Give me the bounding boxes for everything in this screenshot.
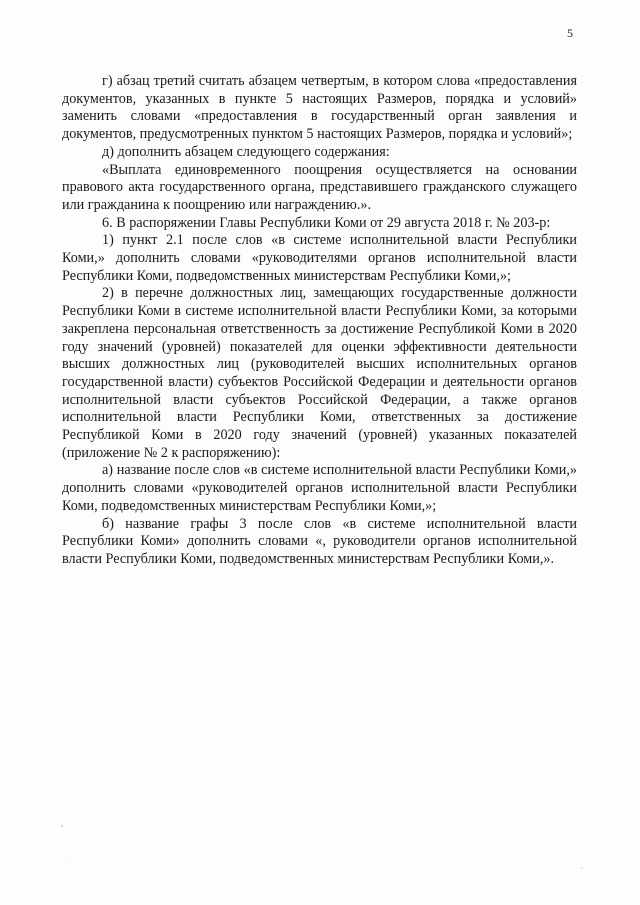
paragraph-d: д) дополнить абзацем следующего содержания: xyxy=(102,143,390,160)
page-number: 5 xyxy=(567,26,573,40)
paragraph-subitem-b: б) название графы 3 после слов «в системе исполнительной власти Республики Коми» дополнить словами «, руководители органов исполнительной власти Республики Коми, подведомственных министерствам Республики Коми,». xyxy=(62,515,577,567)
paragraph-subitem-a: а) название после слов «в системе исполнительной власти Республики Коми,» дополнить словами «руководителей органов исполнительной власти Республики Коми, подведомственных министерствам Республики Коми,»; xyxy=(62,462,577,514)
paragraph-item-6: 6. В распоряжении Главы Республики Коми от 29 августа 2018 г. № 203-р: xyxy=(102,214,551,231)
paragraph-subitem-2: 2) в перечне должностных лиц, замещающих государственные должности Республики Коми в системе исполнительной власти Республики Коми, за которыми закреплена персональная ответственность за достижение Республикой Коми в 2020 году значений (уровней) показателей для оценки эффективности деятельности высших должностных лиц (руководителей высших исполнительных органов государственной власти) субъектов Российской Федерации и деятельности органов исполнительной власти субъектов Российской Федерации, а также органов исполнительной власти Республики Коми, ответственных за достижение Республикой Коми в 2020 году значений (уровней) указанных показателей (приложение № 2 к распоряжению): xyxy=(62,285,577,461)
paragraph-subitem-1: 1) пункт 2.1 после слов «в системе исполнительной власти Республики Коми,» дополнить словами «руководителями органов исполнительной власти Республики Коми, подведомственных министерствам Республики Коми,»; xyxy=(62,232,577,284)
paragraph-quote: «Выплата единовременного поощрения осуществляется на основании правового акта государственного органа, представившего гражданского служащего или гражданина к поощрению или награждению.». xyxy=(62,161,577,213)
paragraph-g: г) абзац третий считать абзацем четвертым, в котором слова «предоставления документов, указанных в пункте 5 настоящих Размеров, порядка и условий» заменить словами «предоставления в государственный орган заявления и документов, предусмотренных пунктом 5 настоящих Размеров, порядка и условий»; xyxy=(62,73,577,143)
